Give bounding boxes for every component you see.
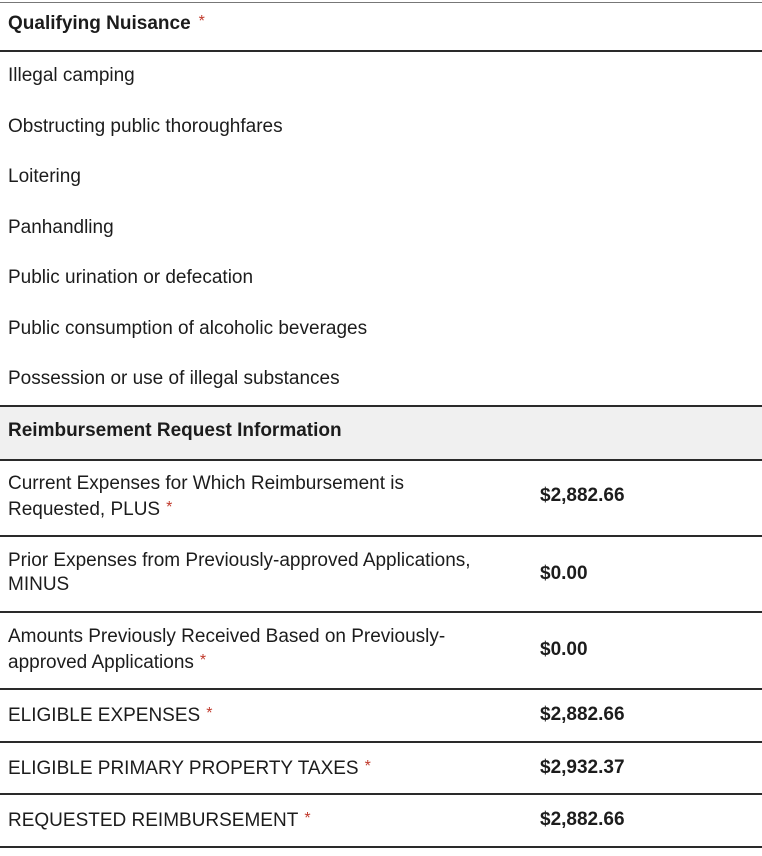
row-property-taxes-label: ELIGIBLE PRIMARY PROPERTY TAXES * (8, 758, 371, 779)
row-requested-reimbursement-label: REQUESTED REIMBURSEMENT * (8, 810, 311, 831)
row-eligible-expenses-label: ELIGIBLE EXPENSES * (8, 705, 213, 726)
nuisance-item-alcohol[interactable]: Public consumption of alcoholic beverages (8, 318, 368, 339)
row-current-expenses-label: Current Expenses for Which Reimbursement is Requested, PLUS * (8, 473, 404, 520)
nuisance-heading-rule (0, 50, 762, 52)
nuisance-item-loitering[interactable]: Loitering (8, 166, 81, 187)
nuisance-item-substances[interactable]: Possession or use of illegal substances (8, 368, 340, 389)
row-rule-3 (0, 688, 762, 690)
row-prior-expenses-value: $0.00 (540, 563, 588, 584)
nuisance-item-urination[interactable]: Public urination or defecation (8, 267, 254, 288)
nuisance-item-obstructing[interactable]: Obstructing public thoroughfares (8, 116, 283, 137)
row-prior-expenses-label: Prior Expenses from Previously-approved Applications, MINUS (8, 550, 471, 595)
row-rule-1 (0, 535, 762, 537)
top-rule (0, 2, 762, 3)
reimbursement-heading: Reimbursement Request Information (8, 420, 342, 441)
nuisance-item-panhandling[interactable]: Panhandling (8, 217, 114, 238)
row-property-taxes-value: $2,932.37 (540, 757, 625, 778)
row-amounts-received-value: $0.00 (540, 639, 588, 660)
row-rule-2 (0, 611, 762, 613)
nuisance-heading: Qualifying Nuisance * (8, 13, 205, 34)
reimbursement-heading-rule (0, 459, 762, 461)
nuisance-item-illegal-camping[interactable]: Illegal camping (8, 65, 135, 86)
row-amounts-received-label: Amounts Previously Received Based on Previously- approved Applications * (8, 626, 446, 673)
row-eligible-expenses-value: $2,882.66 (540, 704, 625, 725)
row-rule-4 (0, 741, 762, 743)
row-requested-reimbursement-value: $2,882.66 (540, 809, 625, 830)
bottom-rule (0, 846, 762, 848)
row-current-expenses-value: $2,882.66 (540, 485, 625, 506)
row-rule-5 (0, 793, 762, 795)
